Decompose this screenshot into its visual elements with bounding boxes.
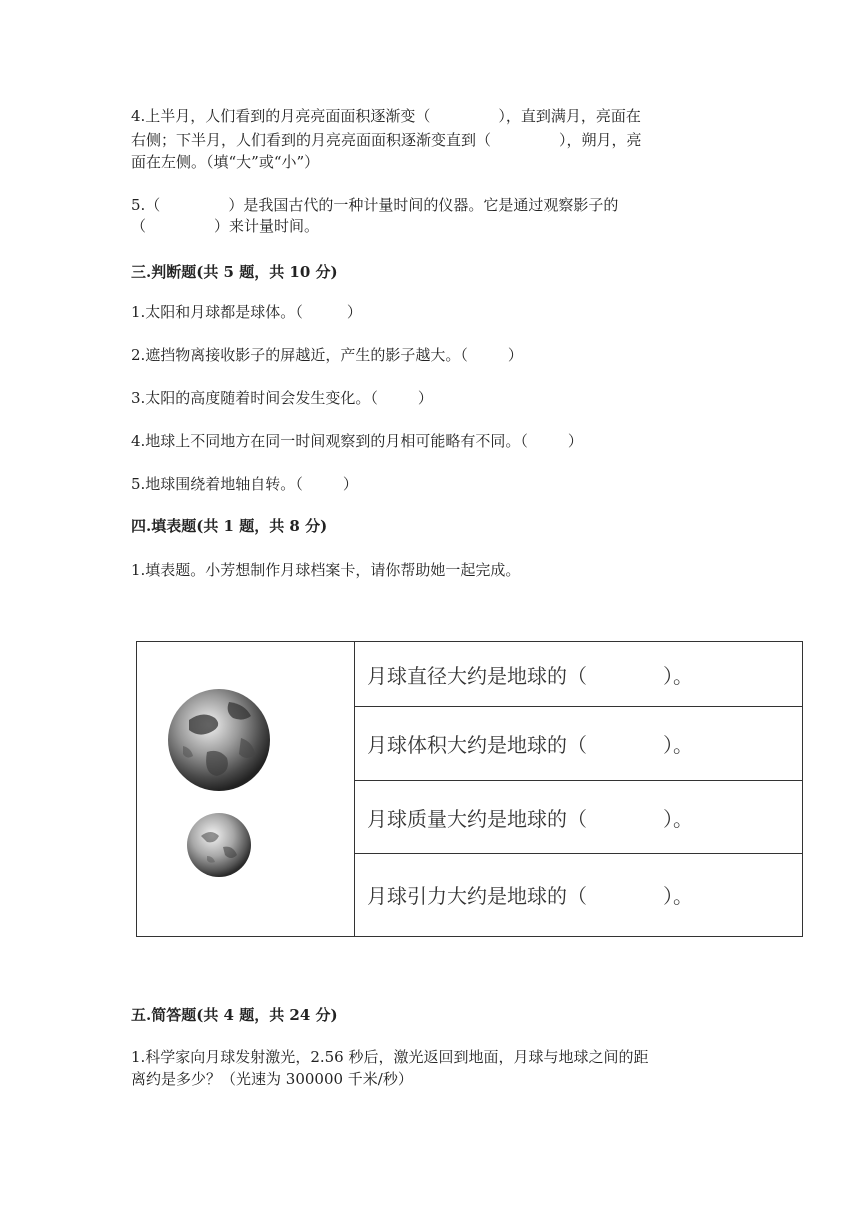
bracket-close: ） <box>342 475 358 493</box>
bracket-close: ） <box>417 389 433 407</box>
row-suffix: ）。 <box>663 733 693 757</box>
row-suffix: ）。 <box>663 663 693 688</box>
judge-item-text: 5.地球围绕着地轴自转。（ <box>131 475 303 493</box>
judge-item-text: 3.太阳的高度随着时间会发生变化。（ <box>131 389 378 407</box>
row-prefix: 月球引力大约是地球的（ <box>367 884 587 908</box>
short-answer-1-line-2: 离约是多少？（光速为 300000 千米/秒） <box>131 1070 413 1088</box>
section-4-title: 四.填表题(共 1 题，共 8 分) <box>131 517 328 535</box>
row-prefix: 月球体积大约是地球的（ <box>367 733 587 757</box>
section-5-title: 五.简答题(共 4 题，共 24 分) <box>131 1006 338 1024</box>
bracket-close: ） <box>567 432 583 450</box>
question-4-text-a: 4.上半月，人们看到的月亮亮面面积逐渐变（ <box>131 107 431 125</box>
question-5-text-c: （ <box>131 217 147 235</box>
table-row <box>355 642 802 707</box>
question-4-line-2 <box>131 130 642 150</box>
row-prefix: 月球直径大约是地球的（ <box>367 663 587 688</box>
table-row <box>355 707 802 781</box>
question-5-line-1 <box>131 195 618 215</box>
question-4-text-b: ），直到满月，亮面在 <box>498 107 641 125</box>
question-4-line-1 <box>131 106 641 126</box>
question-4-text-d: ），朔月，亮 <box>559 131 642 149</box>
question-4-text-c: 右侧；下半月，人们看到的月亮亮面面积逐渐变直到（ <box>131 131 492 149</box>
section-3-title: 三.判断题(共 5 题，共 10 分) <box>131 263 338 281</box>
earth-globe <box>168 689 270 791</box>
moon-globe <box>187 813 251 877</box>
table-row <box>355 781 802 854</box>
moon-profile-table <box>136 641 803 937</box>
judge-item-3 <box>131 388 433 408</box>
short-answer-1-line-1: 1.科学家向月球发射激光，2.56 秒后，激光返回到地面，月球与地球之间的距 <box>131 1048 649 1066</box>
earth-moon-image <box>137 642 353 935</box>
question-5-line-2 <box>131 216 319 236</box>
question-5-text-a: 5.（ <box>131 196 161 214</box>
question-5-text-d: ）来计量时间。 <box>214 217 320 235</box>
image-cell <box>137 642 355 936</box>
table-row <box>355 854 802 935</box>
row-suffix: ）。 <box>663 884 693 908</box>
bracket-close: ） <box>507 346 523 364</box>
question-5-text-b: ）是我国古代的一种计量时间的仪器。它是通过观察影子的 <box>228 196 619 214</box>
judge-item-text: 2.遮挡物离接收影子的屏越近，产生的影子越大。（ <box>131 346 468 364</box>
question-4-line-3: 面在左侧。（填“大”或“小”） <box>131 153 320 171</box>
judge-item-4 <box>131 431 583 451</box>
judge-item-2 <box>131 345 523 365</box>
table-question-1: 1.填表题。小芳想制作月球档案卡，请你帮助她一起完成。 <box>131 561 521 579</box>
judge-item-text: 4.地球上不同地方在同一时间观察到的月相可能略有不同。（ <box>131 432 528 450</box>
judge-item-1 <box>131 302 362 322</box>
judge-item-text: 1.太阳和月球都是球体。（ <box>131 303 303 321</box>
row-suffix: ）。 <box>663 806 693 831</box>
bracket-close: ） <box>346 303 362 321</box>
judge-item-5 <box>131 474 358 494</box>
row-prefix: 月球质量大约是地球的（ <box>367 806 587 831</box>
